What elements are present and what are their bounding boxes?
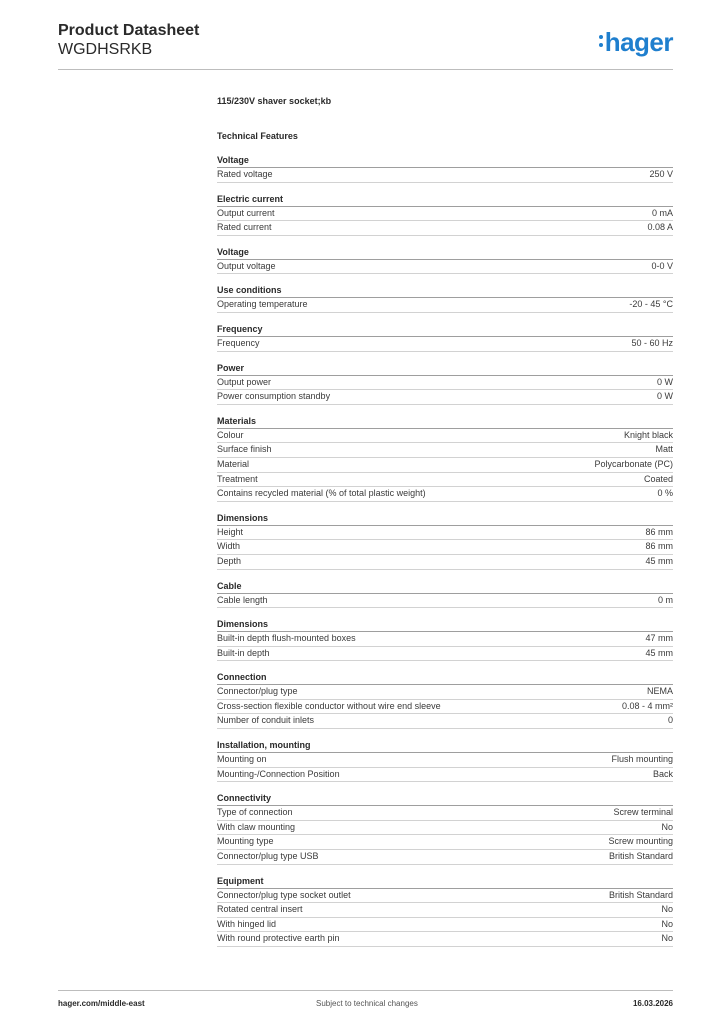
product-name: 115/230V shaver socket;kb [217, 96, 332, 106]
spec-value: 0 W [656, 391, 673, 402]
section-title: Technical Features [217, 131, 298, 141]
feature-group [217, 193, 673, 236]
feature-group [217, 154, 673, 183]
spec-label: Output power [217, 376, 272, 387]
spec-value: NEMA [646, 686, 673, 697]
spec-label: Cross-section flexible conductor without wire end sleeve [217, 700, 441, 711]
spec-label: Depth [217, 555, 242, 566]
spec-label: Rotated central insert [217, 904, 303, 915]
group-title: Use conditions [217, 284, 673, 298]
spec-value: No [661, 904, 673, 915]
group-title: Dimensions [217, 618, 673, 632]
spec-value: Polycarbonate (PC) [594, 458, 673, 469]
feature-group [217, 512, 673, 570]
spec-row [217, 806, 673, 821]
feature-group [217, 284, 673, 313]
spec-value: British Standard [608, 889, 673, 900]
spec-label: Connector/plug type [217, 686, 298, 697]
group-title: Connection [217, 671, 673, 685]
spec-label: Surface finish [217, 444, 272, 455]
spec-row [217, 594, 673, 609]
spec-label: Width [217, 541, 241, 552]
feature-group [217, 415, 673, 502]
spec-label: Type of connection [217, 807, 293, 818]
spec-value: 250 V [649, 169, 673, 179]
spec-row [217, 753, 673, 768]
spec-row [217, 221, 673, 236]
spec-label: Frequency [217, 337, 260, 348]
spec-row [217, 526, 673, 541]
spec-value: 50 - 60 Hz [631, 337, 673, 348]
spec-value: 0 % [657, 488, 673, 499]
feature-group [217, 792, 673, 864]
spec-row [217, 473, 673, 488]
spec-row [217, 768, 673, 783]
group-title: Power [217, 362, 673, 376]
spec-label: Contains recycled material (% of total plastic weight) [217, 488, 426, 499]
spec-value: 45 mm [645, 647, 673, 658]
spec-label: Height [217, 526, 244, 537]
spec-value: Flush mounting [611, 754, 673, 765]
group-title: Electric current [217, 193, 673, 207]
group-title: Frequency [217, 323, 673, 337]
spec-value: 45 mm [645, 555, 673, 566]
spec-label: Built-in depth [217, 647, 270, 658]
spec-label: Treatment [217, 473, 258, 484]
spec-value: 86 mm [645, 541, 673, 552]
spec-value: 47 mm [645, 633, 673, 644]
spec-row [217, 889, 673, 904]
spec-label: Power consumption standby [217, 391, 331, 402]
feature-group [217, 323, 673, 352]
spec-row [217, 932, 673, 947]
spec-label: Output voltage [217, 260, 276, 271]
feature-group [217, 739, 673, 782]
document-title: Product Datasheet [58, 22, 200, 39]
spec-row [217, 376, 673, 391]
spec-value: 0.08 - 4 mm² [621, 700, 673, 711]
spec-label: Mounting type [217, 836, 274, 847]
group-title: Cable [217, 580, 673, 594]
spec-value: Matt [655, 444, 673, 455]
spec-label: Cable length [217, 594, 268, 605]
spec-value: 0 [667, 715, 673, 726]
spec-label: Connector/plug type socket outlet [217, 889, 351, 900]
page-header [58, 21, 673, 70]
spec-row [217, 821, 673, 836]
spec-row [217, 298, 673, 313]
spec-label: Number of conduit inlets [217, 715, 315, 726]
footer-website: hager.com/middle-east [58, 999, 145, 1008]
spec-value: 86 mm [645, 526, 673, 537]
spec-label: Colour [217, 429, 244, 440]
feature-group [217, 618, 673, 661]
spec-value: 0-0 V [651, 260, 673, 271]
spec-label: Rated current [217, 222, 272, 233]
spec-label: Connector/plug type USB [217, 851, 319, 862]
spec-value: 0 mA [651, 207, 673, 218]
group-title: Voltage [217, 246, 673, 260]
spec-value: No [661, 821, 673, 832]
spec-row [217, 632, 673, 647]
spec-label: Built-in depth flush-mounted boxes [217, 633, 356, 644]
hager-logo [599, 27, 673, 57]
spec-value: No [661, 933, 673, 944]
spec-row [217, 647, 673, 662]
spec-value: 0 W [656, 376, 673, 387]
spec-row [217, 555, 673, 570]
spec-label: With claw mounting [217, 821, 296, 832]
spec-label: With round protective earth pin [217, 933, 340, 944]
spec-label: Mounting-/Connection Position [217, 768, 340, 779]
spec-value: Coated [643, 473, 673, 484]
spec-row [217, 540, 673, 555]
spec-row [217, 850, 673, 865]
group-title: Dimensions [217, 512, 673, 526]
spec-row [217, 700, 673, 715]
feature-groups [217, 154, 673, 947]
spec-row [217, 429, 673, 444]
spec-row [217, 337, 673, 352]
spec-label: Rated voltage [217, 169, 273, 179]
spec-row [217, 168, 673, 183]
spec-row [217, 260, 673, 275]
group-title: Installation, mounting [217, 739, 673, 753]
footer-notice: Subject to technical changes [316, 999, 418, 1008]
product-code: WGDHSRKB [58, 41, 153, 58]
logo-dots-icon [599, 27, 603, 47]
spec-value: Back [652, 768, 673, 779]
spec-row [217, 685, 673, 700]
spec-label: Output current [217, 207, 275, 218]
group-title: Voltage [217, 154, 673, 168]
feature-group [217, 362, 673, 405]
spec-value: British Standard [608, 851, 673, 862]
feature-group [217, 671, 673, 729]
group-title: Materials [217, 415, 673, 429]
spec-value: 0 m [657, 594, 673, 605]
spec-value: Knight black [623, 429, 673, 440]
spec-label: Mounting on [217, 754, 267, 765]
feature-group [217, 875, 673, 947]
spec-label: Operating temperature [217, 299, 308, 310]
spec-value: Screw terminal [613, 807, 673, 818]
spec-row [217, 918, 673, 933]
spec-label: With hinged lid [217, 918, 277, 929]
spec-label: Material [217, 458, 250, 469]
logo-text: hager [604, 27, 673, 57]
spec-row [217, 835, 673, 850]
spec-value: No [661, 918, 673, 929]
feature-group [217, 246, 673, 275]
spec-value: 0.08 A [647, 222, 673, 233]
spec-row [217, 487, 673, 502]
feature-group [217, 580, 673, 609]
page-footer [58, 990, 673, 1008]
spec-row [217, 207, 673, 222]
spec-row [217, 390, 673, 405]
group-title: Connectivity [217, 792, 673, 806]
spec-value: Screw mounting [608, 836, 673, 847]
spec-row [217, 443, 673, 458]
footer-date: 16.03.2026 [632, 999, 673, 1008]
datasheet-content [217, 95, 673, 957]
spec-row [217, 903, 673, 918]
spec-row [217, 714, 673, 729]
group-title: Equipment [217, 875, 673, 889]
spec-value: -20 - 45 °C [629, 299, 673, 310]
spec-row [217, 458, 673, 473]
